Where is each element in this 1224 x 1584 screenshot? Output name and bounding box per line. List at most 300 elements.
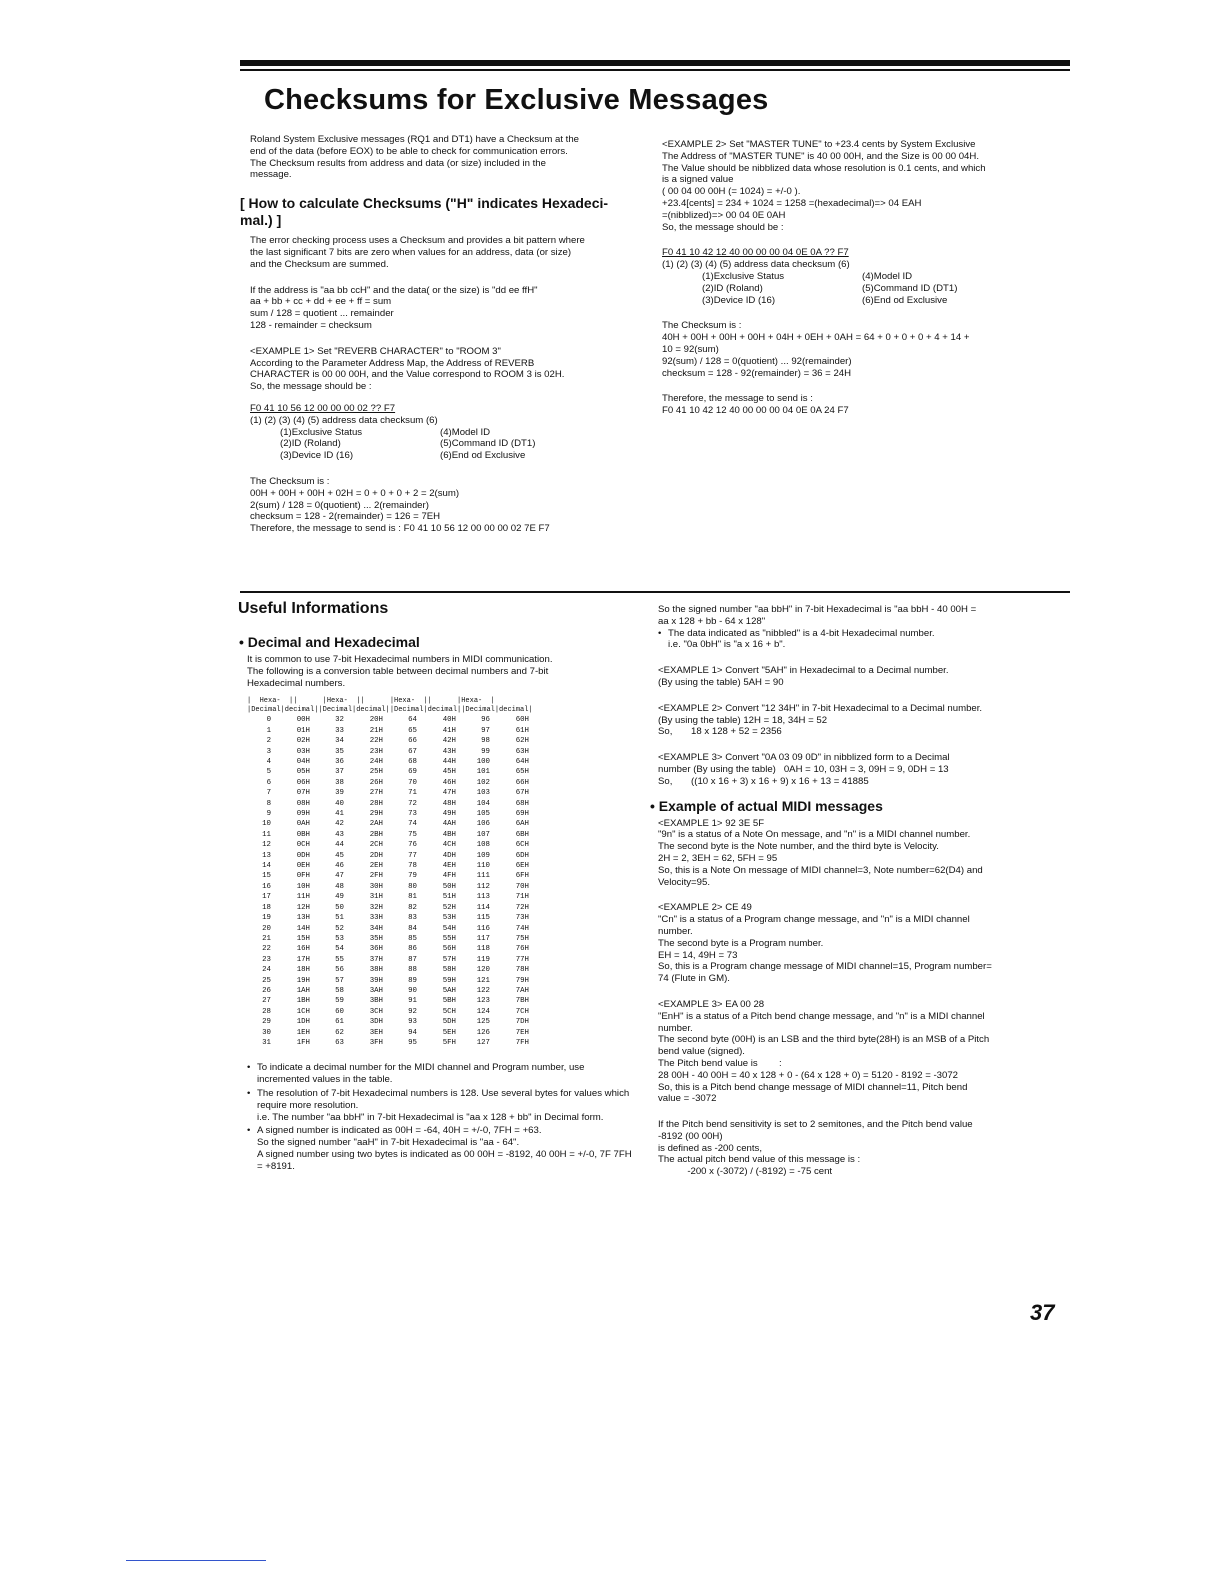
decimal-cell: 66 — [408, 737, 417, 746]
hex-cell: 09H — [296, 810, 310, 819]
decimal-cell: 20 — [262, 924, 271, 933]
decimal-cell: 22 — [262, 945, 271, 954]
hex-cell: 29H — [369, 810, 383, 819]
hex-cell: 74H — [515, 924, 529, 933]
hex-cell: 30H — [369, 882, 383, 891]
hex-cell: 5AH — [442, 986, 456, 995]
decimal-cell: 112 — [476, 882, 490, 891]
decimal-cell: 97 — [481, 726, 490, 735]
midi-example-heading: • Example of actual MIDI messages — [650, 797, 883, 814]
decimal-cell: 2 — [266, 737, 271, 746]
hex-cell: 45H — [442, 768, 456, 777]
decimal-cell: 24 — [262, 966, 271, 975]
hex-cell: 72H — [515, 903, 529, 912]
table-row — [247, 778, 539, 788]
hex-cell: 6FH — [515, 872, 529, 881]
legend-entry: (2)ID (Roland) — [702, 282, 763, 294]
legend-entry: (3)Device ID (16) — [702, 294, 776, 306]
hex-cell: 4EH — [442, 862, 456, 871]
table-row — [247, 965, 539, 975]
hex-cell: 25H — [369, 768, 383, 777]
convert-example1 — [658, 665, 1038, 689]
table-row — [247, 882, 539, 892]
hex-cell: 0FH — [296, 872, 310, 881]
decimal-cell: 107 — [476, 830, 490, 839]
hex-cell: 13H — [296, 914, 310, 923]
hex-cell: 56H — [442, 945, 456, 954]
calc-line: checksum = 128 - 92(remainder) = 36 = 24H — [662, 367, 852, 379]
decimal-cell: 82 — [408, 903, 417, 912]
decimal-cell: 13 — [262, 851, 271, 860]
text-line: 74 (Flute in GM). — [658, 973, 730, 985]
hex-cell: 22H — [369, 737, 383, 746]
decimal-cell: 21 — [262, 934, 271, 943]
text-line: <EXAMPLE 2> Convert "12 34H" in 7-bit Hexadecimal to a Decimal number. — [658, 702, 983, 714]
hex-cell: 7BH — [515, 997, 529, 1006]
text-line: <EXAMPLE 1> Convert "5AH" in Hexadecimal to a Decimal number. — [658, 665, 949, 677]
decimal-cell: 123 — [476, 997, 490, 1006]
hex-cell: 5DH — [442, 1018, 456, 1027]
hex-cell: 10H — [296, 882, 310, 891]
table-row — [247, 924, 539, 934]
decimal-cell: 103 — [476, 789, 490, 798]
table-row — [247, 799, 539, 809]
decimal-hex-text — [247, 654, 637, 689]
decimal-cell: 4 — [266, 758, 271, 767]
decimal-cell: 81 — [408, 893, 417, 902]
table-row — [247, 1028, 539, 1038]
hex-cell: 05H — [296, 768, 310, 777]
text-line: Roland System Exclusive messages (RQ1 and DT1) have a Checksum at the — [250, 134, 579, 145]
hex-cell: 06H — [296, 778, 310, 787]
decimal-cell: 72 — [408, 799, 417, 808]
decimal-cell: 18 — [262, 903, 271, 912]
text-line: The second byte (00H) is an LSB and the third byte(28H) is an MSB of a Pitch — [658, 1034, 990, 1046]
legend-entry: (6)End od Exclusive — [440, 450, 526, 462]
decimal-cell: 68 — [408, 758, 417, 767]
decimal-cell: 114 — [476, 903, 490, 912]
calc-line: The Checksum is : — [250, 475, 330, 487]
table-row — [247, 892, 539, 902]
decimal-cell: 122 — [476, 986, 490, 995]
decimal-cell: 36 — [335, 758, 344, 767]
hex-cell: 34H — [369, 924, 383, 933]
decimal-cell: 8 — [266, 799, 271, 808]
nibbled-text — [658, 628, 1038, 652]
text-line: So, the message should be : — [250, 381, 372, 393]
text-line: "EnH" is a status of a Pitch bend change message, and "n" is a MIDI channel — [658, 1010, 985, 1022]
hex-cell: 52H — [442, 903, 456, 912]
text-line: and the Checksum are summed. — [250, 258, 389, 270]
hex-cell: 02H — [296, 737, 310, 746]
how-text — [250, 235, 640, 270]
hex-cell: 2AH — [369, 820, 383, 829]
decimal-cell: 117 — [476, 934, 490, 943]
hex-cell: 24H — [369, 758, 383, 767]
hex-cell: 61H — [515, 726, 529, 735]
table-row — [247, 1038, 539, 1048]
hex-cell: 0BH — [296, 830, 310, 839]
text-line: It is common to use 7-bit Hexadecimal numbers in MIDI communication. — [247, 654, 553, 665]
legend-entry: (6)End od Exclusive — [862, 294, 948, 306]
example1-message: F0 41 10 56 12 00 00 00 02 ?? F7 — [250, 402, 396, 414]
decimal-cell: 35 — [335, 747, 344, 756]
hex-cell: 3BH — [369, 997, 383, 1006]
text-line: Therefore, the message to send is : — [662, 393, 813, 405]
hex-cell: 77H — [515, 955, 529, 964]
text-line: So, the message should be : — [662, 221, 784, 233]
hex-cell: 63H — [515, 747, 529, 756]
legend-row — [702, 283, 1042, 295]
calc-line: checksum = 128 - 2(remainder) = 126 = 7EH — [250, 511, 441, 523]
decimal-cell: 26 — [262, 986, 271, 995]
decimal-cell: 93 — [408, 1018, 417, 1027]
decimal-cell: 94 — [408, 1028, 417, 1037]
table-row — [247, 840, 539, 850]
example1-text — [250, 346, 640, 393]
hex-cell: 54H — [442, 924, 456, 933]
decimal-cell: 1 — [266, 726, 271, 735]
decimal-cell: 16 — [262, 882, 271, 891]
text-line: CHARACTER is 00 00 00H, and the Value correspond to ROOM 3 is 02H. — [250, 369, 565, 381]
hex-cell: 42H — [442, 737, 456, 746]
text-line: 2H = 2, 3EH = 62, 5FH = 95 — [658, 852, 778, 864]
decimal-cell: 6 — [266, 778, 271, 787]
decimal-cell: 34 — [335, 737, 344, 746]
middle-rule — [240, 591, 1070, 593]
decimal-cell: 50 — [335, 903, 344, 912]
hex-cell: 6CH — [515, 841, 529, 850]
hex-cell: 7EH — [515, 1028, 529, 1037]
decimal-cell: 10 — [262, 820, 271, 829]
hex-cell: 68H — [515, 799, 529, 808]
legend-entry: (2)ID (Roland) — [280, 438, 341, 450]
text-line: So, this is a Program change message of MIDI channel=15, Program number= — [658, 961, 992, 973]
midi-example4 — [658, 1119, 1038, 1178]
example2-text — [662, 139, 1042, 233]
text-line: The second byte is a Program number. — [658, 937, 824, 949]
decimal-cell: 25 — [262, 976, 271, 985]
table-row — [247, 1007, 539, 1017]
text-line: So, this is a Note On message of MIDI channel=3, Note number=62(D4) and — [658, 864, 983, 876]
hex-cell: 03H — [296, 747, 310, 756]
legend-row — [702, 295, 1042, 307]
text-line: The following is a conversion table between decimal numbers and 7-bit — [247, 665, 549, 677]
text-line: The second byte is the Note number, and the third byte is Velocity. — [658, 841, 939, 853]
hex-cell: 28H — [369, 799, 383, 808]
table-header-2: |Decimal|decimal||Decimal|decimal||Decimal|decimal||Decimal|decimal| — [247, 706, 533, 715]
decimal-cell: 47 — [335, 872, 344, 881]
hex-cell: 7CH — [515, 1007, 529, 1016]
decimal-cell: 76 — [408, 841, 417, 850]
text-line: value = -3072 — [658, 1093, 717, 1105]
decimal-cell: 29 — [262, 1018, 271, 1027]
left-bottom-column — [239, 634, 637, 1175]
signed-text — [658, 604, 1038, 628]
hex-cell: 19H — [296, 976, 310, 985]
text-line: ( 00 04 00 00H (= 1024) = +/-0 ). — [662, 186, 801, 198]
hex-cell: 2DH — [369, 851, 383, 860]
note-item: • To indicate a decimal number for the MIDI channel and Program number, use incremented values in the table. — [247, 1062, 637, 1086]
hex-cell: 4DH — [442, 851, 456, 860]
midi-example2 — [658, 902, 1038, 985]
hex-cell: 27H — [369, 789, 383, 798]
table-row — [247, 830, 539, 840]
text-line: So, this is a Pitch bend change message of MIDI channel=11, Pitch bend — [658, 1081, 968, 1093]
page-number: 37 — [1030, 1300, 1055, 1325]
hex-cell: 5CH — [442, 1007, 456, 1016]
decimal-cell: 55 — [335, 955, 344, 964]
decimal-cell: 27 — [262, 997, 271, 1006]
hex-cell: 79H — [515, 976, 529, 985]
text-line: The Address of "MASTER TUNE" is 40 00 00H, and the Size is 00 00 04H. — [662, 150, 979, 162]
decimal-cell: 120 — [476, 966, 490, 975]
decimal-cell: 14 — [262, 862, 271, 871]
text-line: So, ((10 x 16 + 3) x 16 + 9) x 16 + 13 = 41885 — [658, 775, 869, 787]
decimal-cell: 54 — [335, 945, 344, 954]
hex-cell: 51H — [442, 893, 456, 902]
text-line: The Pitch bend value is : — [658, 1057, 782, 1069]
hex-cell: 39H — [369, 976, 383, 985]
hex-cell: 58H — [442, 966, 456, 975]
top-rule-thin — [240, 69, 1070, 71]
decimal-cell: 64 — [408, 716, 417, 725]
decimal-cell: 118 — [476, 945, 490, 954]
left-top-column — [240, 134, 640, 535]
text-line: Hexadecimal numbers. — [247, 677, 346, 689]
hex-cell: 1BH — [296, 997, 310, 1006]
table-row — [247, 955, 539, 965]
hex-cell: 6DH — [515, 851, 529, 860]
convert-example3 — [658, 752, 1038, 787]
decimal-cell: 51 — [335, 914, 344, 923]
table-row — [247, 871, 539, 881]
legend-entry: (5)Command ID (DT1) — [440, 438, 536, 450]
decimal-cell: 46 — [335, 862, 344, 871]
hex-cell: 23H — [369, 747, 383, 756]
decimal-cell: 79 — [408, 872, 417, 881]
hex-cell: 44H — [442, 758, 456, 767]
calc-line: 2(sum) / 128 = 0(quotient) ... 2(remainder) — [250, 499, 429, 511]
table-row — [247, 809, 539, 819]
decimal-cell: 83 — [408, 914, 417, 923]
decimal-cell: 52 — [335, 924, 344, 933]
hex-cell: 33H — [369, 914, 383, 923]
table-row — [247, 934, 539, 944]
text-line: end of the data (before EOX) to be able to check for communication errors. — [250, 145, 568, 157]
hex-cell: 66H — [515, 778, 529, 787]
hex-cell: 1EH — [296, 1028, 310, 1037]
hex-cell: 7AH — [515, 986, 529, 995]
hex-cell: 17H — [296, 955, 310, 964]
text-line: EH = 14, 49H = 73 — [658, 949, 738, 961]
text-line: number. — [658, 1022, 693, 1034]
decimal-cell: 43 — [335, 830, 344, 839]
decimal-cell: 12 — [262, 841, 271, 850]
hex-cell: 2EH — [369, 862, 383, 871]
decimal-cell: 91 — [408, 997, 417, 1006]
useful-heading: Useful Informations — [238, 600, 389, 617]
decimal-cell: 92 — [408, 1007, 417, 1016]
hex-cell: 50H — [442, 882, 456, 891]
decimal-cell: 17 — [262, 893, 271, 902]
decimal-cell: 56 — [335, 966, 344, 975]
decimal-cell: 113 — [476, 893, 490, 902]
text-line: number. — [658, 925, 693, 937]
intro-text — [250, 134, 640, 181]
hex-cell: 3CH — [369, 1007, 383, 1016]
hex-cell: 0CH — [296, 841, 310, 850]
hex-cell: 7FH — [515, 1038, 529, 1047]
decimal-cell: 11 — [262, 830, 271, 839]
calc-line: 40H + 00H + 00H + 00H + 04H + 0EH + 0AH = 64 + 0 + 0 + 0 + 4 + 14 + — [662, 332, 970, 344]
decimal-cell: 37 — [335, 768, 344, 777]
decimal-cell: 80 — [408, 882, 417, 891]
decimal-cell: 96 — [481, 716, 490, 725]
hex-cell: 6AH — [515, 820, 529, 829]
decimal-cell: 30 — [262, 1028, 271, 1037]
hex-cell: 36H — [369, 945, 383, 954]
table-row — [247, 1017, 539, 1027]
hex-cell: 26H — [369, 778, 383, 787]
table-row — [247, 903, 539, 913]
hex-cell: 41H — [442, 726, 456, 735]
decimal-cell: 90 — [408, 986, 417, 995]
table-row — [247, 736, 539, 746]
hex-cell: 32H — [369, 903, 383, 912]
hex-cell: 16H — [296, 945, 310, 954]
hex-cell: 67H — [515, 789, 529, 798]
decimal-cell: 73 — [408, 810, 417, 819]
text-line: is a signed value — [662, 174, 734, 186]
example2-message: F0 41 10 42 12 40 00 00 00 04 0E 0A ?? F7 — [662, 247, 849, 259]
decimal-cell: 95 — [408, 1038, 417, 1047]
text-line: 28 00H - 40 00H = 40 x 128 + 0 - (64 x 128 + 0) = 5120 - 8192 = -3072 — [658, 1069, 959, 1081]
text-line: According to the Parameter Address Map, the Address of REVERB — [250, 357, 535, 369]
decimal-cell: 48 — [335, 882, 344, 891]
decimal-cell: 63 — [335, 1038, 344, 1047]
hex-cell: 31H — [369, 893, 383, 902]
hex-cell: 5BH — [442, 997, 456, 1006]
example1-index: (1) (2) (3) (4) (5) address data checksum (6) — [250, 414, 438, 426]
hex-cell: 40H — [442, 716, 456, 725]
table-row — [247, 861, 539, 871]
decimal-cell: 70 — [408, 778, 417, 787]
decimal-hex-heading: • Decimal and Hexadecimal — [239, 634, 420, 650]
hex-cell: 70H — [515, 882, 529, 891]
hex-cell: 0DH — [296, 851, 310, 860]
table-row — [247, 715, 539, 725]
text-line: <EXAMPLE 2> Set "MASTER TUNE" to +23.4 cents by System Exclusive — [662, 139, 976, 150]
hex-cell: 6EH — [515, 862, 529, 871]
decimal-cell: 3 — [266, 747, 271, 756]
example2-send — [662, 393, 1042, 417]
hex-cell: 1AH — [296, 986, 310, 995]
text-line: message. — [250, 169, 292, 181]
decimal-cell: 40 — [335, 799, 344, 808]
table-header-1: | Hexa- || |Hexa- || |Hexa- || |Hexa- | — [247, 697, 495, 706]
formula-line: aa + bb + cc + dd + ee + ff = sum — [250, 296, 392, 308]
example1-legend — [250, 427, 640, 462]
formula-line: 128 - remainder = checksum — [250, 319, 372, 331]
decimal-cell: 44 — [335, 841, 344, 850]
hex-cell: 5EH — [442, 1028, 456, 1037]
decimal-cell: 0 — [266, 716, 271, 725]
table-row — [247, 757, 539, 767]
hex-cell: 47H — [442, 789, 456, 798]
decimal-cell: 104 — [476, 799, 490, 808]
decimal-cell: 31 — [262, 1038, 271, 1047]
legend-entry: (1)Exclusive Status — [280, 426, 363, 438]
hex-cell: 3AH — [369, 986, 383, 995]
hex-cell: 60H — [515, 716, 529, 725]
hex-cell: 71H — [515, 893, 529, 902]
formula-line: sum / 128 = quotient ... remainder — [250, 308, 394, 320]
text-line: Velocity=95. — [658, 876, 711, 888]
hex-cell: 14H — [296, 924, 310, 933]
hex-cell: 1DH — [296, 1018, 310, 1027]
text-line: So, 18 x 128 + 52 = 2356 — [658, 726, 782, 738]
text-line: aa x 128 + bb - 64 x 128" — [658, 615, 766, 627]
decimal-cell: 59 — [335, 997, 344, 1006]
hex-cell: 3FH — [369, 1038, 383, 1047]
right-bottom-column — [650, 604, 1038, 1178]
hex-cell: 75H — [515, 934, 529, 943]
decimal-cell: 74 — [408, 820, 417, 829]
calc-line: Therefore, the message to send is : F0 41 10 56 12 00 00 00 02 7E F7 — [250, 523, 550, 535]
decimal-cell: 116 — [476, 924, 490, 933]
note-item: • The resolution of 7-bit Hexadecimal numbers is 128. Use several bytes for values which require more resolution. i.e. The number "aa bbH" in 7-bit Hexadecimal is "aa x 128 + bb" in Decimal form. — [247, 1088, 637, 1123]
midi-example3 — [658, 999, 1038, 1105]
text-line: The Value should be nibblized data whose resolution is 0.1 cents, and which — [662, 162, 986, 174]
footer-link-line — [126, 1560, 266, 1561]
hex-cell: 49H — [442, 810, 456, 819]
hex-cell: 04H — [296, 758, 310, 767]
hex-cell: 01H — [296, 726, 310, 735]
decimal-cell: 84 — [408, 924, 417, 933]
decimal-cell: 69 — [408, 768, 417, 777]
hex-cell: 4CH — [442, 841, 456, 850]
hex-cell: 1FH — [296, 1038, 310, 1047]
decimal-cell: 88 — [408, 966, 417, 975]
table-row — [247, 913, 539, 923]
decimal-cell: 23 — [262, 955, 271, 964]
example2-legend — [662, 271, 1042, 306]
hex-cell: 07H — [296, 789, 310, 798]
legend-row — [280, 450, 640, 462]
text-line: <EXAMPLE 2> CE 49 — [658, 902, 752, 914]
text-line: =(nibblized)=> 00 04 0E 0AH — [662, 209, 786, 221]
hex-cell: 20H — [369, 716, 383, 725]
calc-line: 00H + 00H + 00H + 02H = 0 + 0 + 0 + 2 = 2(sum) — [250, 487, 460, 499]
decimal-cell: 71 — [408, 789, 417, 798]
decimal-cell: 67 — [408, 747, 417, 756]
decimal-cell: 106 — [476, 820, 490, 829]
table-row — [247, 788, 539, 798]
decimal-cell: 28 — [262, 1007, 271, 1016]
table-notes — [247, 1062, 637, 1172]
decimal-cell: 126 — [476, 1028, 490, 1037]
decimal-cell: 32 — [335, 716, 344, 725]
hex-cell: 2CH — [369, 841, 383, 850]
page-title: Checksums for Exclusive Messages — [264, 84, 769, 116]
example2-index: (1) (2) (3) (4) (5) address data checksum (6) — [662, 259, 850, 271]
right-top-column — [662, 139, 1042, 417]
legend-entry: (5)Command ID (DT1) — [862, 282, 958, 294]
decimal-cell: 41 — [335, 810, 344, 819]
decimal-cell: 101 — [476, 768, 490, 777]
text-line: <EXAMPLE 3> Convert "0A 03 09 0D" in nibblized form to a Decimal — [658, 752, 950, 764]
